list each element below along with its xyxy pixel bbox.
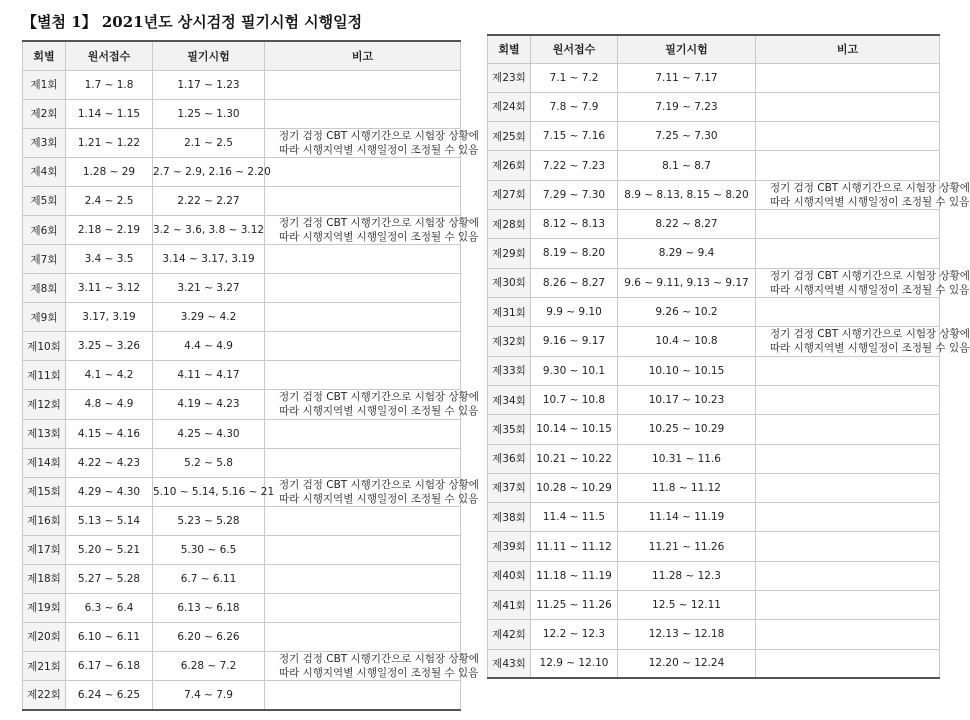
apply-date-cell: 3.25 ~ 3.26 bbox=[66, 332, 153, 361]
note-cell bbox=[756, 415, 940, 444]
table-row bbox=[488, 210, 940, 239]
round-cell: 제9회 bbox=[23, 303, 66, 332]
apply-date-cell: 11.25 ~ 11.26 bbox=[531, 590, 618, 619]
exam-date-cell: 4.25 ~ 4.30 bbox=[153, 419, 265, 448]
exam-date-cell: 5.30 ~ 6.5 bbox=[153, 535, 265, 564]
exam-date-cell: 9.6 ~ 9.11, 9.13 ~ 9.17 bbox=[618, 268, 756, 297]
exam-date-cell: 12.5 ~ 12.11 bbox=[618, 590, 756, 619]
exam-date-cell: 8.9 ~ 8.13, 8.15 ~ 8.20 bbox=[618, 180, 756, 209]
exam-date-cell: 2.1 ~ 2.5 bbox=[153, 128, 265, 157]
round-cell: 제32회 bbox=[488, 327, 531, 356]
apply-date-cell: 10.28 ~ 10.29 bbox=[531, 473, 618, 502]
exam-date-cell: 8.1 ~ 8.7 bbox=[618, 151, 756, 180]
header-round: 회별 bbox=[488, 35, 531, 63]
table-row bbox=[23, 390, 461, 419]
apply-date-cell: 1.21 ~ 1.22 bbox=[66, 128, 153, 157]
table-row bbox=[23, 157, 461, 186]
apply-date-cell: 7.15 ~ 7.16 bbox=[531, 122, 618, 151]
exam-date-cell: 6.20 ~ 6.26 bbox=[153, 622, 265, 651]
round-cell: 제43회 bbox=[488, 649, 531, 678]
round-cell: 제35회 bbox=[488, 415, 531, 444]
round-cell: 제31회 bbox=[488, 297, 531, 326]
header-round: 회별 bbox=[23, 41, 66, 70]
document-title: 【별첨 1】 2021년도 상시검정 필기시험 시행일정 bbox=[22, 13, 363, 31]
exam-date-cell: 5.10 ~ 5.14, 5.16 ~ 21 bbox=[153, 477, 265, 506]
apply-date-cell: 5.13 ~ 5.14 bbox=[66, 506, 153, 535]
exam-date-cell: 3.21 ~ 3.27 bbox=[153, 274, 265, 303]
table-row bbox=[23, 215, 461, 244]
round-cell: 제38회 bbox=[488, 503, 531, 532]
table-row bbox=[23, 593, 461, 622]
table-row bbox=[23, 332, 461, 361]
exam-date-cell: 10.10 ~ 10.15 bbox=[618, 356, 756, 385]
exam-date-cell: 12.13 ~ 12.18 bbox=[618, 620, 756, 649]
round-cell: 제5회 bbox=[23, 186, 66, 215]
round-cell: 제17회 bbox=[23, 535, 66, 564]
table-row bbox=[23, 564, 461, 593]
note-cell bbox=[756, 590, 940, 619]
table-row bbox=[488, 415, 940, 444]
table-row bbox=[23, 535, 461, 564]
note-cell bbox=[756, 268, 970, 297]
apply-date-cell: 12.2 ~ 12.3 bbox=[531, 620, 618, 649]
table-row bbox=[488, 561, 940, 590]
apply-date-cell: 11.11 ~ 11.12 bbox=[531, 532, 618, 561]
apply-date-cell: 11.4 ~ 11.5 bbox=[531, 503, 618, 532]
round-cell: 제6회 bbox=[23, 215, 66, 244]
note-cell bbox=[265, 535, 461, 564]
round-cell: 제2회 bbox=[23, 99, 66, 128]
note-cell bbox=[265, 622, 461, 651]
note-text: 정기 검정 CBT 시행기간으로 시험장 상황에 bbox=[279, 478, 479, 491]
round-cell: 제37회 bbox=[488, 473, 531, 502]
table-row bbox=[23, 622, 461, 651]
note-cell bbox=[265, 564, 461, 593]
apply-date-cell: 7.1 ~ 7.2 bbox=[531, 63, 618, 92]
exam-date-cell: 11.14 ~ 11.19 bbox=[618, 503, 756, 532]
apply-date-cell: 1.14 ~ 1.15 bbox=[66, 99, 153, 128]
apply-date-cell: 4.22 ~ 4.23 bbox=[66, 448, 153, 477]
exam-date-cell: 6.28 ~ 7.2 bbox=[153, 651, 265, 680]
table-row bbox=[488, 590, 940, 619]
note-cell bbox=[265, 303, 461, 332]
exam-date-cell: 7.25 ~ 7.30 bbox=[618, 122, 756, 151]
table-row bbox=[488, 92, 940, 121]
note-cell bbox=[265, 99, 461, 128]
note-text: 따라 시행지역별 시행일정이 조정될 수 있음 bbox=[279, 405, 479, 418]
round-cell: 제41회 bbox=[488, 590, 531, 619]
table-row bbox=[488, 180, 940, 209]
round-cell: 제39회 bbox=[488, 532, 531, 561]
round-cell: 제4회 bbox=[23, 157, 66, 186]
apply-date-cell: 7.22 ~ 7.23 bbox=[531, 151, 618, 180]
table-header-row bbox=[23, 41, 461, 70]
note-cell bbox=[756, 561, 940, 590]
apply-date-cell: 8.26 ~ 8.27 bbox=[531, 268, 618, 297]
round-cell: 제18회 bbox=[23, 564, 66, 593]
note-cell bbox=[265, 477, 479, 506]
note-cell bbox=[756, 92, 940, 121]
header-apply: 원서접수 bbox=[66, 41, 153, 70]
note-text: 따라 시행지역별 시행일정이 조정될 수 있음 bbox=[770, 283, 970, 296]
round-cell: 제1회 bbox=[23, 70, 66, 99]
table-row bbox=[488, 385, 940, 414]
schedule-table-right bbox=[487, 34, 970, 679]
apply-date-cell: 7.29 ~ 7.30 bbox=[531, 180, 618, 209]
apply-date-cell: 9.16 ~ 9.17 bbox=[531, 327, 618, 356]
table-row bbox=[23, 477, 461, 506]
note-cell bbox=[265, 419, 461, 448]
apply-date-cell: 6.3 ~ 6.4 bbox=[66, 593, 153, 622]
note-cell bbox=[756, 239, 940, 268]
exam-date-cell: 3.2 ~ 3.6, 3.8 ~ 3.12 bbox=[153, 215, 265, 244]
apply-date-cell: 5.27 ~ 5.28 bbox=[66, 564, 153, 593]
exam-date-cell: 11.21 ~ 11.26 bbox=[618, 532, 756, 561]
header-note: 비고 bbox=[265, 41, 461, 70]
note-cell bbox=[756, 180, 970, 209]
note-cell bbox=[756, 385, 940, 414]
table-row bbox=[23, 245, 461, 274]
round-cell: 제14회 bbox=[23, 448, 66, 477]
round-cell: 제40회 bbox=[488, 561, 531, 590]
apply-date-cell: 10.14 ~ 10.15 bbox=[531, 415, 618, 444]
apply-date-cell: 2.18 ~ 2.19 bbox=[66, 215, 153, 244]
table-row bbox=[488, 532, 940, 561]
note-cell bbox=[265, 681, 461, 710]
exam-date-cell: 8.22 ~ 8.27 bbox=[618, 210, 756, 239]
note-cell bbox=[265, 128, 479, 157]
round-cell: 제8회 bbox=[23, 274, 66, 303]
apply-date-cell: 2.4 ~ 2.5 bbox=[66, 186, 153, 215]
round-cell: 제25회 bbox=[488, 122, 531, 151]
header-apply: 원서접수 bbox=[531, 35, 618, 63]
round-cell: 제23회 bbox=[488, 63, 531, 92]
table-row bbox=[488, 122, 940, 151]
apply-date-cell: 1.28 ~ 29 bbox=[66, 157, 153, 186]
table-row bbox=[488, 268, 940, 297]
table-row bbox=[23, 99, 461, 128]
round-cell: 제28회 bbox=[488, 210, 531, 239]
exam-date-cell: 11.8 ~ 11.12 bbox=[618, 473, 756, 502]
exam-date-cell: 5.23 ~ 5.28 bbox=[153, 506, 265, 535]
note-text: 정기 검정 CBT 시행기간으로 시험장 상황에 bbox=[279, 652, 479, 665]
apply-date-cell: 11.18 ~ 11.19 bbox=[531, 561, 618, 590]
table-row bbox=[23, 506, 461, 535]
note-cell bbox=[756, 297, 940, 326]
exam-date-cell: 5.2 ~ 5.8 bbox=[153, 448, 265, 477]
note-cell bbox=[265, 448, 461, 477]
schedule-body-left bbox=[23, 70, 479, 710]
exam-date-cell: 9.26 ~ 10.2 bbox=[618, 297, 756, 326]
apply-date-cell: 7.8 ~ 7.9 bbox=[531, 92, 618, 121]
note-cell bbox=[265, 157, 461, 186]
note-text: 따라 시행지역별 시행일정이 조정될 수 있음 bbox=[770, 195, 970, 208]
exam-date-cell: 7.4 ~ 7.9 bbox=[153, 681, 265, 710]
note-text: 정기 검정 CBT 시행기간으로 시험장 상황에 bbox=[770, 269, 970, 282]
note-cell bbox=[265, 215, 479, 244]
apply-date-cell: 3.4 ~ 3.5 bbox=[66, 245, 153, 274]
table-row bbox=[23, 419, 461, 448]
table-row bbox=[488, 63, 940, 92]
note-cell bbox=[756, 444, 940, 473]
round-cell: 제12회 bbox=[23, 390, 66, 419]
exam-date-cell: 1.17 ~ 1.23 bbox=[153, 70, 265, 99]
note-cell bbox=[756, 532, 940, 561]
apply-date-cell: 4.1 ~ 4.2 bbox=[66, 361, 153, 390]
apply-date-cell: 1.7 ~ 1.8 bbox=[66, 70, 153, 99]
apply-date-cell: 12.9 ~ 12.10 bbox=[531, 649, 618, 678]
table-row bbox=[23, 681, 461, 710]
table-row bbox=[23, 128, 461, 157]
exam-date-cell: 6.7 ~ 6.11 bbox=[153, 564, 265, 593]
table-row bbox=[488, 444, 940, 473]
note-cell bbox=[756, 503, 940, 532]
round-cell: 제26회 bbox=[488, 151, 531, 180]
exam-date-cell: 3.14 ~ 3.17, 3.19 bbox=[153, 245, 265, 274]
round-cell: 제21회 bbox=[23, 651, 66, 680]
note-cell bbox=[265, 361, 461, 390]
table-row bbox=[23, 651, 461, 680]
apply-date-cell: 5.20 ~ 5.21 bbox=[66, 535, 153, 564]
round-cell: 제36회 bbox=[488, 444, 531, 473]
note-text: 따라 시행지역별 시행일정이 조정될 수 있음 bbox=[279, 667, 479, 680]
round-cell: 제16회 bbox=[23, 506, 66, 535]
schedule-table-left bbox=[22, 40, 479, 711]
round-cell: 제27회 bbox=[488, 180, 531, 209]
round-cell: 제34회 bbox=[488, 385, 531, 414]
exam-date-cell: 8.29 ~ 9.4 bbox=[618, 239, 756, 268]
note-cell bbox=[756, 122, 940, 151]
exam-date-cell: 6.13 ~ 6.18 bbox=[153, 593, 265, 622]
round-cell: 제42회 bbox=[488, 620, 531, 649]
apply-date-cell: 6.10 ~ 6.11 bbox=[66, 622, 153, 651]
note-cell bbox=[756, 63, 940, 92]
note-cell bbox=[756, 151, 940, 180]
apply-date-cell: 9.30 ~ 10.1 bbox=[531, 356, 618, 385]
header-exam: 필기시험 bbox=[153, 41, 265, 70]
note-cell bbox=[265, 274, 461, 303]
exam-date-cell: 1.25 ~ 1.30 bbox=[153, 99, 265, 128]
note-text: 정기 검정 CBT 시행기간으로 시험장 상황에 bbox=[770, 181, 970, 194]
apply-date-cell: 8.19 ~ 8.20 bbox=[531, 239, 618, 268]
header-note: 비고 bbox=[756, 35, 940, 63]
exam-date-cell: 4.19 ~ 4.23 bbox=[153, 390, 265, 419]
schedule-body-right bbox=[488, 63, 970, 678]
round-cell: 제29회 bbox=[488, 239, 531, 268]
apply-date-cell: 10.7 ~ 10.8 bbox=[531, 385, 618, 414]
note-text: 따라 시행지역별 시행일정이 조정될 수 있음 bbox=[279, 231, 479, 244]
round-cell: 제33회 bbox=[488, 356, 531, 385]
round-cell: 제11회 bbox=[23, 361, 66, 390]
table-row bbox=[488, 503, 940, 532]
apply-date-cell: 8.12 ~ 8.13 bbox=[531, 210, 618, 239]
note-cell bbox=[756, 327, 970, 356]
note-cell bbox=[265, 186, 461, 215]
round-cell: 제24회 bbox=[488, 92, 531, 121]
table-row bbox=[488, 620, 940, 649]
note-text: 정기 검정 CBT 시행기간으로 시험장 상황에 bbox=[279, 391, 479, 404]
note-cell bbox=[265, 70, 461, 99]
note-cell bbox=[756, 649, 940, 678]
note-cell bbox=[756, 473, 940, 502]
note-text: 정기 검정 CBT 시행기간으로 시험장 상황에 bbox=[279, 129, 479, 142]
table-row bbox=[23, 361, 461, 390]
note-text: 정기 검정 CBT 시행기간으로 시험장 상황에 bbox=[279, 216, 479, 229]
note-cell bbox=[756, 210, 940, 239]
exam-date-cell: 2.7 ~ 2.9, 2.16 ~ 2.20 bbox=[153, 157, 265, 186]
table-row bbox=[23, 448, 461, 477]
exam-date-cell: 7.11 ~ 7.17 bbox=[618, 63, 756, 92]
note-text: 따라 시행지역별 시행일정이 조정될 수 있음 bbox=[279, 143, 479, 156]
apply-date-cell: 6.17 ~ 6.18 bbox=[66, 651, 153, 680]
table-row bbox=[23, 303, 461, 332]
note-text: 정기 검정 CBT 시행기간으로 시험장 상황에 bbox=[770, 328, 970, 341]
exam-date-cell: 2.22 ~ 2.27 bbox=[153, 186, 265, 215]
round-cell: 제19회 bbox=[23, 593, 66, 622]
apply-date-cell: 3.11 ~ 3.12 bbox=[66, 274, 153, 303]
note-cell bbox=[265, 651, 479, 680]
header-exam: 필기시험 bbox=[618, 35, 756, 63]
apply-date-cell: 10.21 ~ 10.22 bbox=[531, 444, 618, 473]
apply-date-cell: 9.9 ~ 9.10 bbox=[531, 297, 618, 326]
exam-date-cell: 4.11 ~ 4.17 bbox=[153, 361, 265, 390]
exam-date-cell: 10.25 ~ 10.29 bbox=[618, 415, 756, 444]
table-row bbox=[488, 151, 940, 180]
round-cell: 제22회 bbox=[23, 681, 66, 710]
round-cell: 제15회 bbox=[23, 477, 66, 506]
exam-date-cell: 12.20 ~ 12.24 bbox=[618, 649, 756, 678]
round-cell: 제13회 bbox=[23, 419, 66, 448]
note-cell bbox=[756, 356, 940, 385]
exam-date-cell: 10.17 ~ 10.23 bbox=[618, 385, 756, 414]
note-cell bbox=[265, 332, 461, 361]
exam-date-cell: 3.29 ~ 4.2 bbox=[153, 303, 265, 332]
apply-date-cell: 4.8 ~ 4.9 bbox=[66, 390, 153, 419]
note-cell bbox=[265, 593, 461, 622]
table-row bbox=[488, 297, 940, 326]
table-header-row bbox=[488, 35, 940, 63]
exam-date-cell: 7.19 ~ 7.23 bbox=[618, 92, 756, 121]
table-row bbox=[488, 327, 940, 356]
round-cell: 제3회 bbox=[23, 128, 66, 157]
apply-date-cell: 6.24 ~ 6.25 bbox=[66, 681, 153, 710]
table-row bbox=[488, 473, 940, 502]
exam-date-cell: 4.4 ~ 4.9 bbox=[153, 332, 265, 361]
table-row bbox=[23, 70, 461, 99]
table-row bbox=[488, 649, 940, 678]
note-cell bbox=[265, 506, 461, 535]
note-cell bbox=[265, 245, 461, 274]
note-text: 따라 시행지역별 시행일정이 조정될 수 있음 bbox=[279, 492, 479, 505]
apply-date-cell: 4.15 ~ 4.16 bbox=[66, 419, 153, 448]
table-row bbox=[23, 274, 461, 303]
note-text: 따라 시행지역별 시행일정이 조정될 수 있음 bbox=[770, 342, 970, 355]
round-cell: 제7회 bbox=[23, 245, 66, 274]
table-row bbox=[23, 186, 461, 215]
apply-date-cell: 4.29 ~ 4.30 bbox=[66, 477, 153, 506]
exam-date-cell: 11.28 ~ 12.3 bbox=[618, 561, 756, 590]
note-cell bbox=[265, 390, 479, 419]
note-cell bbox=[756, 620, 940, 649]
apply-date-cell: 3.17, 3.19 bbox=[66, 303, 153, 332]
round-cell: 제10회 bbox=[23, 332, 66, 361]
exam-date-cell: 10.31 ~ 11.6 bbox=[618, 444, 756, 473]
round-cell: 제20회 bbox=[23, 622, 66, 651]
round-cell: 제30회 bbox=[488, 268, 531, 297]
exam-date-cell: 10.4 ~ 10.8 bbox=[618, 327, 756, 356]
table-row bbox=[488, 239, 940, 268]
table-row bbox=[488, 356, 940, 385]
